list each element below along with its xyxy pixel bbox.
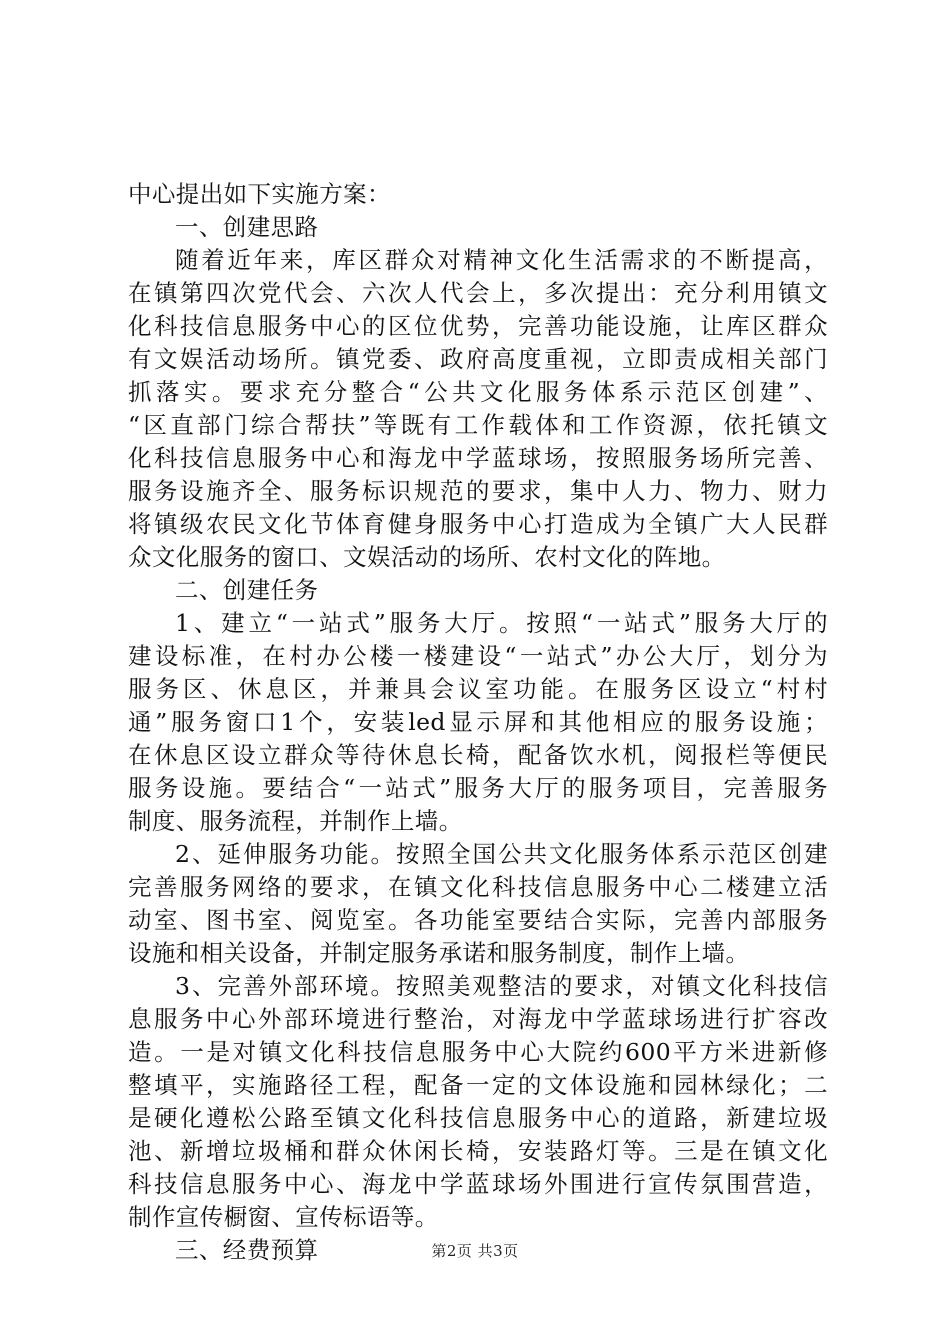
- paragraph-line: 在镇第四次党代会、六次人代会上，多次提出：充分利用镇文: [128, 279, 828, 307]
- paragraph-line: 是硬化遵松公路至镇文化科技信息服务中心的道路，新建垃圾: [128, 1104, 828, 1132]
- paragraph-line: 池、新增垃圾桶和群众休闲长椅，安装路灯等。三是在镇文化: [128, 1137, 828, 1165]
- paragraph-line: 抓落实。要求充分整合“公共文化服务体系示范区创建”、: [128, 378, 828, 406]
- section-heading: 一、创建思路: [175, 213, 319, 241]
- paragraph-line: 在休息区设立群众等待休息长椅，配备饮水机，阅报栏等便民: [128, 741, 828, 769]
- paragraph-line: 2、延伸服务功能。按照全国公共文化服务体系示范区创建: [175, 840, 828, 868]
- paragraph-line: 服务区、休息区，并兼具会议室功能。在服务区设立“村村: [128, 675, 828, 703]
- paragraph-line: 息服务中心外部环境进行整治，对海龙中学蓝球场进行扩容改: [128, 1005, 828, 1033]
- paragraph-line: 科技信息服务中心、海龙中学蓝球场外围进行宣传氛围营造，: [128, 1170, 828, 1198]
- paragraph-line: 服务设施齐全、服务标识规范的要求，集中人力、物力、财力: [128, 477, 828, 505]
- paragraph-line: 制作宣传橱窗、宣传标语等。: [128, 1203, 439, 1231]
- paragraph-line: 化科技信息服务中心的区位优势，完善功能设施，让库区群众: [128, 312, 828, 340]
- paragraph-line: “区直部门综合帮扶”等既有工作载体和工作资源，依托镇文: [128, 411, 828, 439]
- paragraph-line: 中心提出如下实施方案：: [128, 180, 391, 208]
- document-body: [128, 178, 828, 1267]
- paragraph-line: 1、建立“一站式”服务大厅。按照“一站式”服务大厅的: [175, 609, 828, 637]
- paragraph-line: 造。一是对镇文化科技信息服务中心大院约600平方米进新修: [128, 1038, 828, 1066]
- paragraph-line: 整填平，实施路径工程，配备一定的文体设施和园林绿化；二: [128, 1071, 828, 1099]
- page-footer: 第2页 共3页: [431, 1242, 519, 1260]
- paragraph-line: 服务设施。要结合“一站式”服务大厅的服务项目，完善服务: [128, 774, 828, 802]
- paragraph-line: 有文娱活动场所。镇党委、政府高度重视，立即责成相关部门: [128, 345, 828, 373]
- paragraph-line: 化科技信息服务中心和海龙中学蓝球场，按照服务场所完善、: [128, 444, 828, 472]
- section-heading: 三、经费预算: [175, 1236, 319, 1264]
- paragraph-line: 3、完善外部环境。按照美观整洁的要求，对镇文化科技信: [175, 972, 828, 1000]
- paragraph-line: 完善服务网络的要求，在镇文化科技信息服务中心二楼建立活: [128, 873, 828, 901]
- paragraph-line: 动室、图书室、阅览室。各功能室要结合实际，完善内部服务: [128, 906, 828, 934]
- paragraph-line: 设施和相关设备，并制定服务承诺和服务制度，制作上墙。: [128, 939, 750, 967]
- paragraph-line: 制度、服务流程，并制作上墙。: [128, 807, 463, 835]
- paragraph-line: 随着近年来，库区群众对精神文化生活需求的不断提高，: [175, 246, 828, 274]
- paragraph-line: 建设标准，在村办公楼一楼建设“一站式”办公大厅，划分为: [128, 642, 828, 670]
- paragraph-line: 通”服务窗口1个，安装led显示屏和其他相应的服务设施；: [128, 708, 828, 736]
- paragraph-line: 将镇级农民文化节体育健身服务中心打造成为全镇广大人民群: [128, 510, 828, 538]
- section-heading: 二、创建任务: [175, 576, 319, 604]
- paragraph-line: 众文化服务的窗口、文娱活动的场所、农村文化的阵地。: [128, 543, 726, 571]
